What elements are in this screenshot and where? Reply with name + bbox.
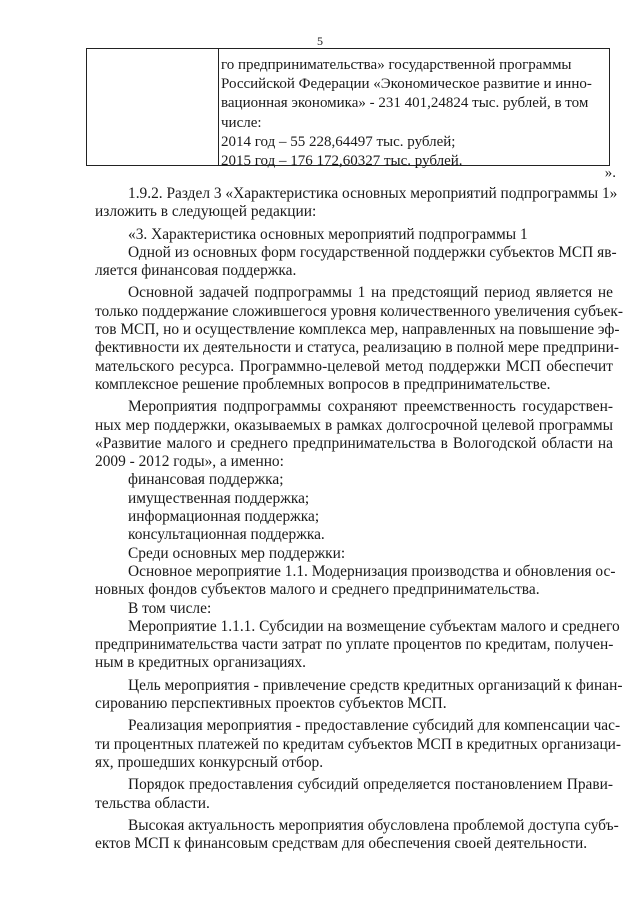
text-line: «Развитие малого и среднего предпринимательства в Вологодской области на — [95, 434, 613, 452]
text-line: тов МСП, но и осуществление комплекса мер, направленных на повышение эф- — [95, 321, 620, 339]
closing-quote: ». — [604, 165, 616, 181]
text-line: Основное мероприятие 1.1. Модернизация производства и обновления ос- — [128, 562, 616, 580]
text-line: Основной задачей подпрограммы 1 на предстоящий период является не — [128, 284, 613, 302]
table-right-cell — [221, 56, 603, 171]
text-line: только поддержание сложившегося уровня количественного увеличения субъек- — [95, 302, 623, 320]
table-line: вационная экономика» - 231 401,24824 тыс. рублей, в том — [221, 95, 589, 112]
table-line: числе: — [221, 114, 262, 131]
text-line: ным в кредитных организациях. — [95, 654, 307, 672]
paragraph — [95, 185, 618, 222]
paragraph — [95, 284, 623, 394]
paragraph — [95, 816, 619, 854]
paragraph — [95, 398, 613, 471]
paragraph — [95, 545, 613, 563]
paragraph — [95, 243, 617, 281]
paragraph — [95, 600, 613, 618]
section-heading — [95, 226, 613, 244]
text-line: Цель мероприятия - привлечение средств кредитных организаций к финан- — [128, 676, 623, 694]
text-line: Мероприятия подпрограммы сохраняют преемственность государствен- — [128, 398, 613, 416]
page-number: 5 — [317, 34, 323, 48]
document-body — [95, 185, 623, 853]
text-line: ляется финансовая поддержка. — [95, 262, 297, 280]
paragraph — [95, 717, 622, 772]
text-line: комплексное решение проблемных вопросов в предпринимательстве. — [95, 375, 551, 393]
table-line: 2015 год – 176 172,60327 тыс. рублей. — [221, 153, 463, 170]
text-line: В том числе: — [128, 599, 212, 617]
text-line: новных фондов субъектов малого и среднего предпринимательства. — [95, 581, 540, 599]
text-line: мательского ресурса. Программно-целевой метод поддержки МСП обеспечит — [95, 357, 613, 375]
table-line: Российской Федерации «Экономическое развитие и инно- — [221, 76, 592, 93]
text-line: предпринимательства части затрат по уплате процентов по кредитам, получен- — [95, 636, 614, 654]
text-line: фективности их деятельности и статуса, реализацию в полной мере предприни- — [95, 339, 619, 357]
text-line: «3. Характеристика основных мероприятий подпрограммы 1 — [128, 225, 528, 243]
text-line: тельства области. — [95, 794, 210, 812]
text-line: Реализация мероприятия - предоставление субсидий для компенсации час- — [128, 717, 621, 735]
text-line: 1.9.2. Раздел 3 «Характеристика основных мероприятий подпрограммы 1» — [128, 185, 618, 202]
support-list — [95, 471, 613, 544]
text-line: Одной из основных форм государственной поддержки субъектов МСП яв- — [128, 243, 617, 261]
paragraph — [95, 562, 616, 600]
list-item: имущественная поддержка; — [128, 489, 310, 507]
list-item: консультационная поддержка. — [128, 526, 325, 544]
text-line: ти процентных платежей по кредитам субъектов МСП в кредитных организаци- — [95, 735, 622, 753]
table-line: 2014 год – 55 228,64497 тыс. рублей; — [221, 133, 456, 150]
text-line: изложить в следующей редакции: — [95, 203, 317, 221]
text-line: ных мер поддержки, оказываемых в рамках долгосрочной целевой программы — [95, 416, 613, 434]
table-fragment — [86, 48, 610, 170]
text-line: ектов МСП к финансовым средствам для обеспечения своей деятельности. — [95, 835, 588, 853]
paragraph — [95, 676, 623, 714]
text-line: 2009 - 2012 годы», а именно: — [95, 453, 284, 471]
text-line: Высокая актуальность мероприятия обусловлена проблемой доступа субъ- — [128, 816, 619, 834]
paragraph — [95, 776, 613, 813]
paragraph — [95, 617, 620, 673]
text-line: Порядок предоставления субсидий определяется постановлением Прави- — [128, 776, 613, 794]
text-line: Среди основных мер поддержки: — [128, 544, 346, 562]
text-line: ях, прошедших конкурсный отбор. — [95, 753, 324, 771]
text-line: Мероприятие 1.1.1. Субсидии на возмещение субъектам малого и среднего — [128, 617, 620, 635]
table-line: го предпринимательства» государственной программы — [221, 57, 572, 73]
list-item: финансовая поддержка; — [128, 471, 284, 489]
text-line: сированию перспективных проектов субъектов МСП. — [95, 695, 447, 713]
table-left-cell — [87, 49, 219, 165]
list-item: информационная поддержка; — [128, 508, 320, 526]
